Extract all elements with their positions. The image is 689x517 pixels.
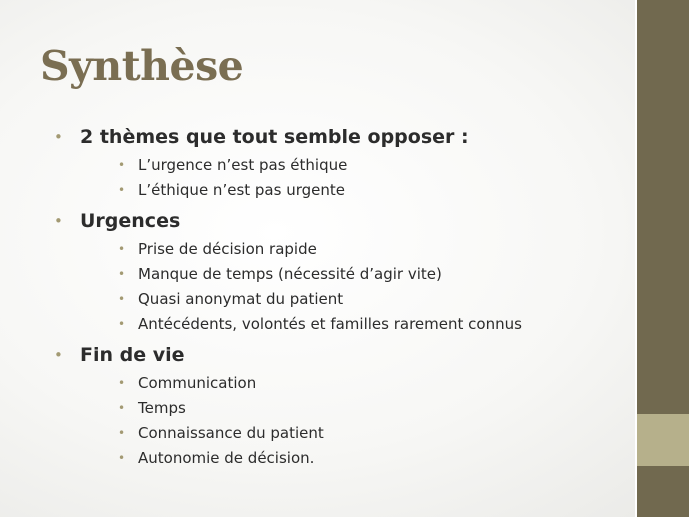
list-item-text: Prise de décision rapide	[138, 239, 317, 258]
list-item-text: Manque de temps (nécessité d’agir vite)	[138, 264, 442, 283]
list-item-text: Antécédents, volontés et familles rarement connus	[138, 314, 522, 333]
list-item-text: Autonomie de décision.	[138, 448, 315, 467]
section-heading-text: 2 thèmes que tout semble opposer :	[80, 126, 469, 148]
bullet-icon: •	[118, 241, 126, 256]
bullet-icon: •	[118, 157, 126, 172]
list-item	[54, 152, 634, 177]
side-decoration-accent	[637, 414, 689, 466]
bullet-icon: •	[54, 128, 63, 146]
section-heading-text: Fin de vie	[80, 344, 185, 366]
sub-list-fin-de-vie	[54, 370, 634, 470]
list-item-text: L’éthique n’est pas urgente	[138, 180, 345, 199]
bullet-icon: •	[118, 400, 126, 415]
sub-list-urgences	[54, 236, 634, 336]
bullet-icon: •	[54, 212, 63, 230]
list-item-text: Temps	[138, 398, 186, 417]
section-heading-themes	[54, 122, 634, 152]
bullet-icon: •	[118, 375, 126, 390]
list-item	[54, 370, 634, 395]
side-divider-line	[635, 0, 637, 517]
list-item	[54, 395, 634, 420]
list-item	[54, 420, 634, 445]
list-item	[54, 311, 634, 336]
list-item	[54, 286, 634, 311]
bullet-icon: •	[118, 450, 126, 465]
bullet-icon: •	[118, 316, 126, 331]
slide-content	[54, 122, 634, 470]
list-item	[54, 177, 634, 202]
bullet-icon: •	[118, 425, 126, 440]
section-heading-fin-de-vie	[54, 340, 634, 370]
list-item-text: Quasi anonymat du patient	[138, 289, 344, 308]
bullet-icon: •	[118, 266, 126, 281]
bullet-icon: •	[54, 346, 63, 364]
list-item-text: L’urgence n’est pas éthique	[138, 155, 348, 174]
list-item-text: Connaissance du patient	[138, 423, 324, 442]
list-item	[54, 261, 634, 286]
section-heading-text: Urgences	[80, 210, 181, 232]
list-item-text: Communication	[138, 373, 257, 392]
section-heading-urgences	[54, 206, 634, 236]
list-item	[54, 236, 634, 261]
bullet-icon: •	[118, 291, 126, 306]
slide-title: Synthèse	[40, 42, 244, 90]
sub-list-themes	[54, 152, 634, 202]
bullet-icon: •	[118, 182, 126, 197]
list-item	[54, 445, 634, 470]
